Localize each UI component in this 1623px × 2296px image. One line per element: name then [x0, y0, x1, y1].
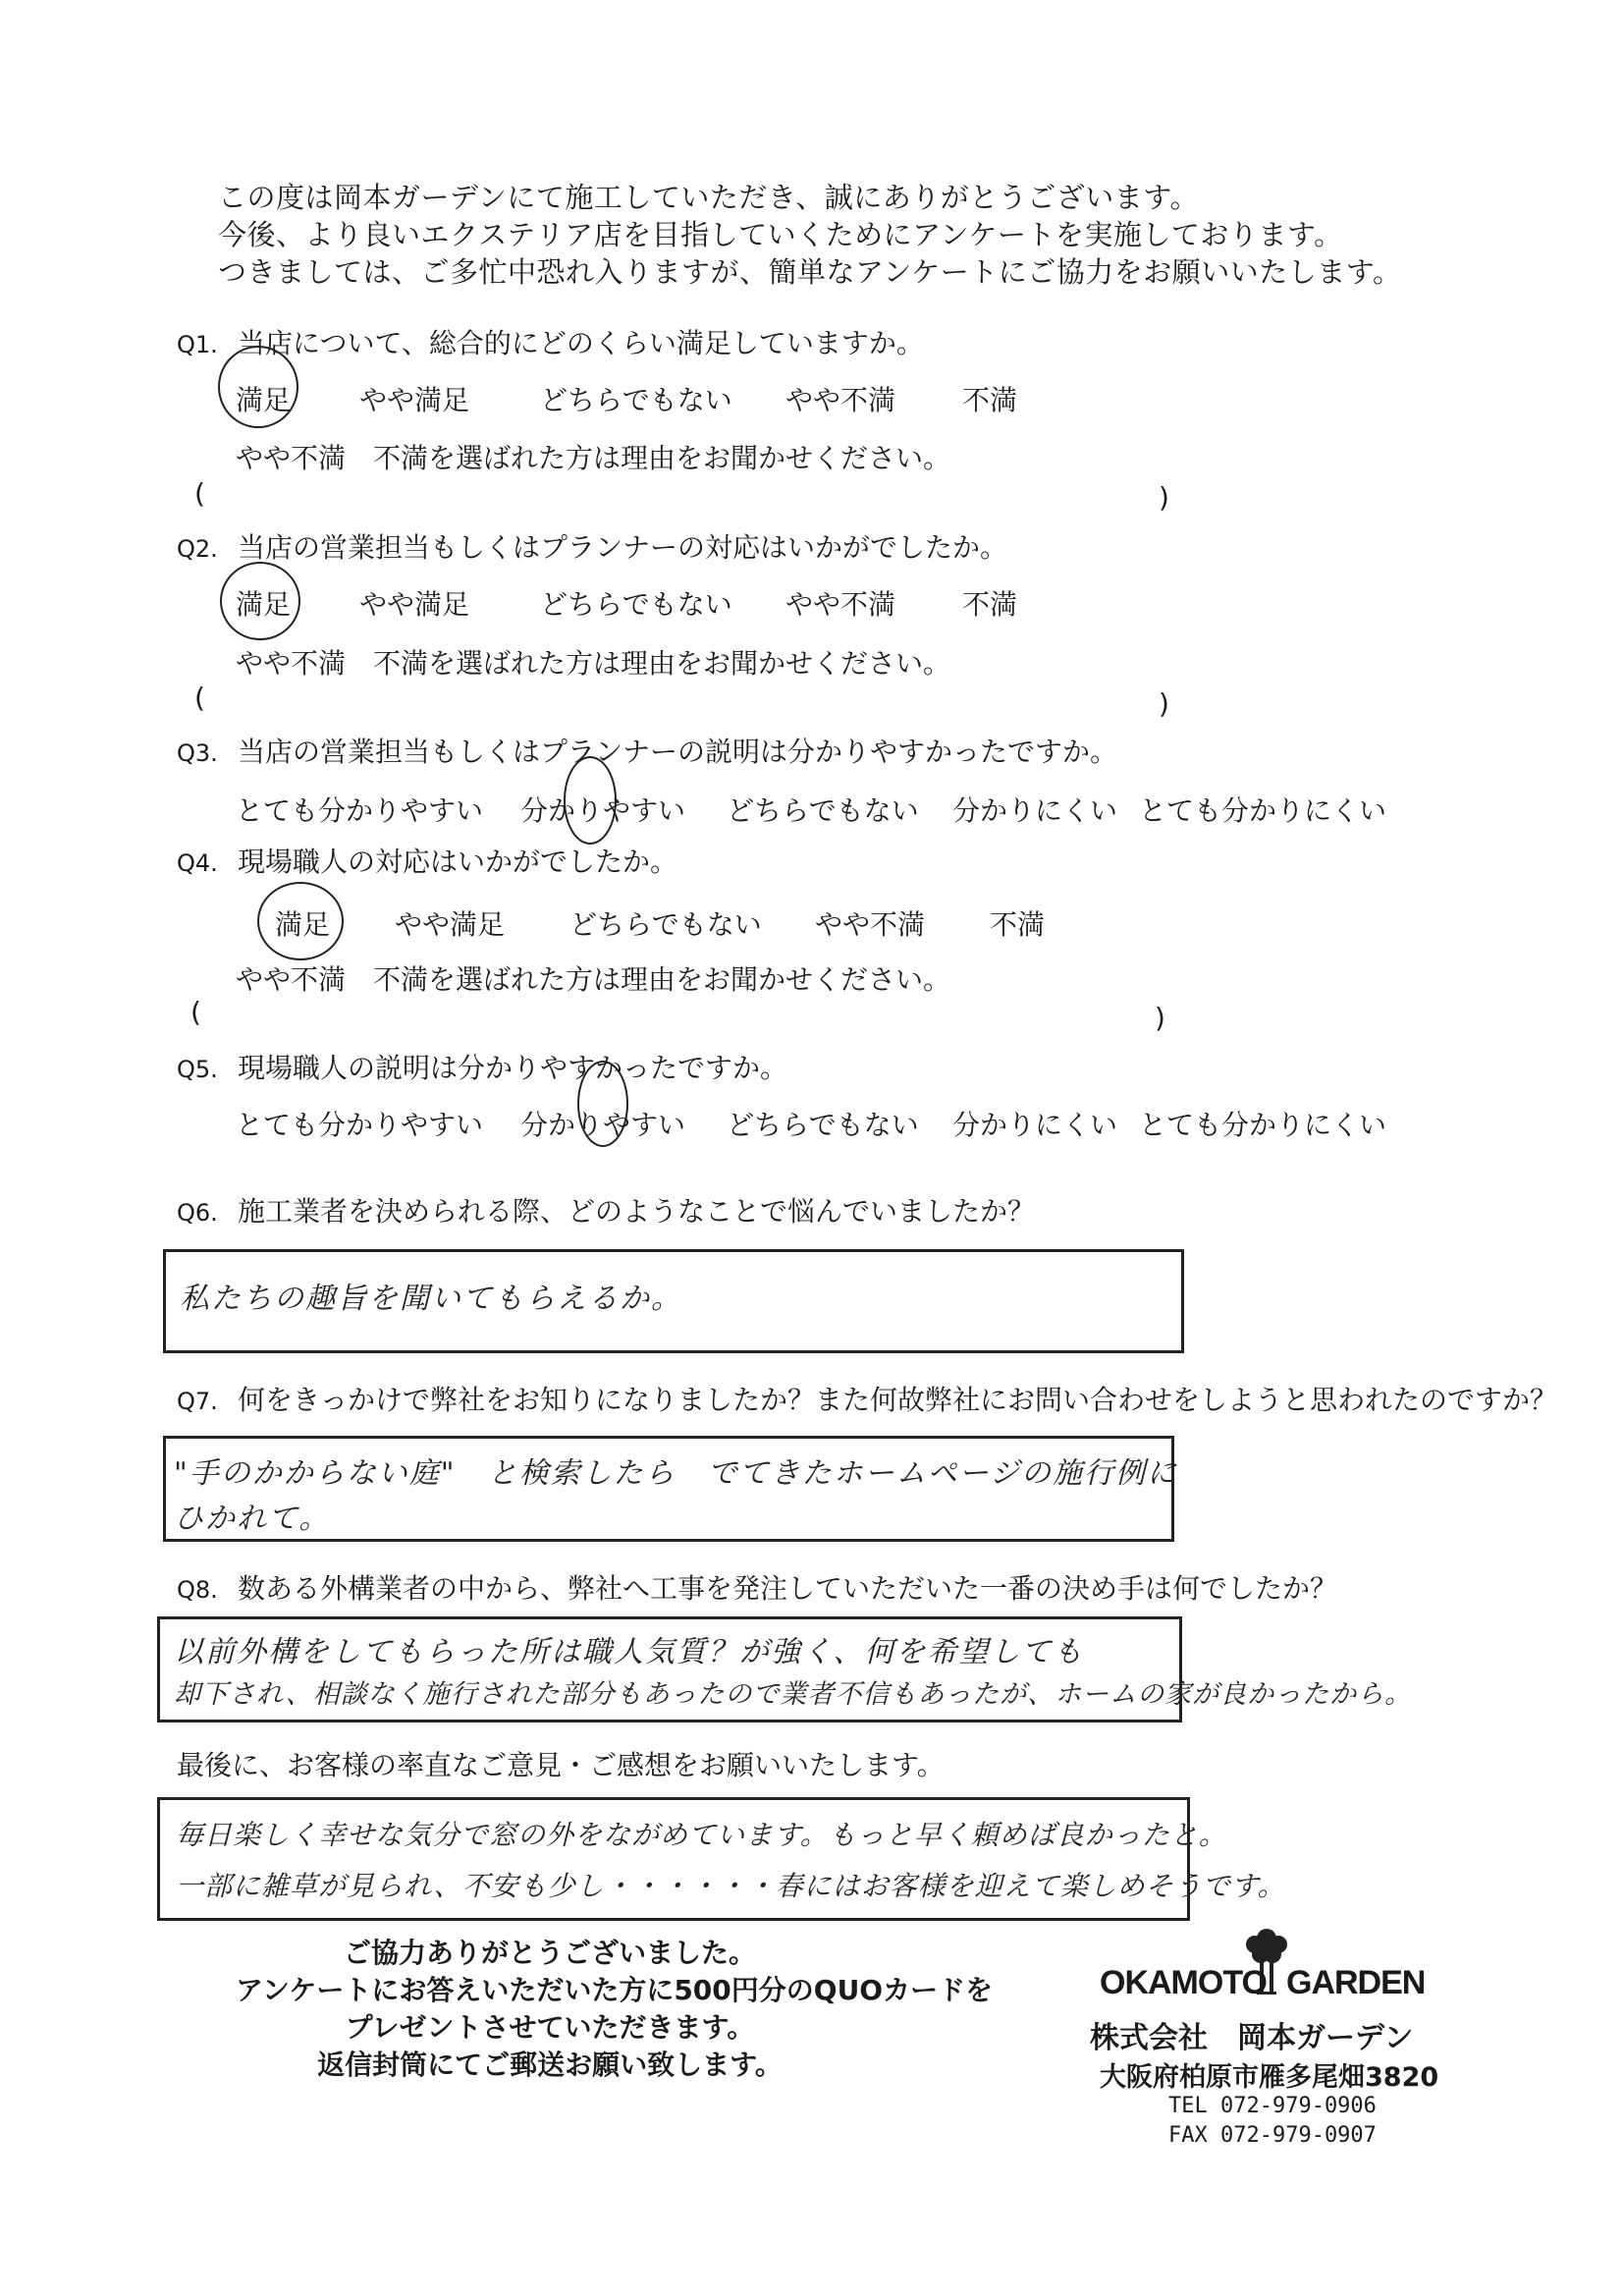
- company-fax: FAX 072-979-0907: [1168, 2123, 1377, 2148]
- question-number: Q3.: [177, 739, 218, 767]
- company-tel: TEL 072-979-0906: [1168, 2094, 1377, 2118]
- question-q1: [177, 322, 924, 361]
- final-question: 最後に、お客様の率直なご意見・ご感想をお願いいたします。: [177, 1749, 945, 1781]
- question-text: 現場職人の説明は分かりやすかったですか。: [238, 1052, 788, 1084]
- option-q1-1[interactable]: 満足: [236, 384, 292, 416]
- reason-prompt: やや不満 不満を選ばれた方は理由をお聞かせください。: [236, 442, 951, 474]
- option-q4-4[interactable]: やや不満: [815, 908, 926, 941]
- option-q1-2[interactable]: やや満足: [359, 384, 470, 416]
- option-q2-1[interactable]: 満足: [236, 588, 292, 621]
- thanks-line: プレゼントさせていただきます。: [345, 2011, 755, 2044]
- question-number: Q5.: [177, 1056, 218, 1083]
- question-q2: [177, 526, 1007, 566]
- thanks-line: 返信封筒にてご郵送お願い致します。: [317, 2049, 783, 2081]
- question-number: Q8.: [177, 1576, 218, 1604]
- question-number: Q2.: [177, 535, 218, 563]
- option-q4-3[interactable]: どちらでもない: [569, 908, 762, 941]
- option-q2-3[interactable]: どちらでもない: [540, 588, 732, 621]
- option-q5-1[interactable]: とても分かりやすい: [236, 1109, 484, 1141]
- option-q2-5[interactable]: 不満: [962, 588, 1018, 621]
- answer-box-final[interactable]: [157, 1797, 1286, 1921]
- question-text: 施工業者を決められる際、どのようなことで悩んでいましたか？: [238, 1195, 1036, 1228]
- option-q1-4[interactable]: やや不満: [785, 384, 896, 416]
- company-address: 大阪府柏原市雁多尾畑3820: [1100, 2062, 1439, 2093]
- question-q8: [177, 1567, 1337, 1607]
- question-text: 当店について、総合的にどのくらい満足していますか。: [238, 327, 924, 359]
- handwritten-answer: ひかれて。: [174, 1502, 331, 1536]
- handwritten-answer: 以前外構をしてもらった所は職人気質？が強く、何を希望しても: [174, 1635, 1085, 1669]
- logo-text-left: OKAMOTO: [1100, 1964, 1267, 2001]
- question-number: Q6.: [177, 1199, 218, 1227]
- handwritten-answer: "手のかからない庭" と検索したら でてきたホームページの施行例に: [174, 1456, 1178, 1491]
- question-text: 現場職人の対応はいかがでしたか。: [238, 846, 678, 878]
- handwritten-answer: 毎日楽しく幸せな気分で窓の外をながめています。もっと早く頼めば良かったと。: [176, 1819, 1227, 1851]
- answer-box-q6[interactable]: [163, 1249, 1184, 1353]
- intro-line: つきましては、ご多忙中恐れ入りますが、簡単なアンケートにご協力をお願いいたします。: [218, 255, 1402, 289]
- open-paren: (: [194, 682, 205, 714]
- option-q4-2[interactable]: やや満足: [395, 908, 506, 941]
- question-number: Q7.: [177, 1388, 218, 1415]
- option-q2-2[interactable]: やや満足: [359, 588, 470, 621]
- option-q4-1[interactable]: 満足: [275, 908, 331, 941]
- open-paren: (: [190, 996, 201, 1028]
- option-q3-1[interactable]: とても分かりやすい: [236, 794, 484, 827]
- company-name: 株式会社 岡本ガーデン: [1090, 2021, 1414, 2055]
- question-q3: [177, 731, 1117, 770]
- option-q3-4[interactable]: 分かりにくい: [952, 794, 1118, 827]
- close-paren: ): [1155, 1002, 1165, 1034]
- reason-prompt: やや不満 不満を選ばれた方は理由をお聞かせください。: [236, 963, 951, 996]
- option-q1-3[interactable]: どちらでもない: [540, 384, 732, 416]
- option-q5-5[interactable]: とても分かりにくい: [1139, 1109, 1387, 1141]
- thanks-message: [236, 1935, 994, 2084]
- option-q2-4[interactable]: やや不満: [785, 588, 896, 621]
- handwritten-answer: 私たちの趣旨を聞いてもらえるか。: [180, 1282, 682, 1316]
- option-q5-3[interactable]: どちらでもない: [727, 1109, 919, 1141]
- question-number: Q4.: [177, 849, 218, 877]
- answer-box-q8[interactable]: [157, 1616, 1413, 1722]
- close-paren: ): [1159, 687, 1169, 720]
- close-paren: ): [1159, 481, 1169, 514]
- option-q3-5[interactable]: とても分かりにくい: [1139, 794, 1387, 827]
- handwritten-answer: 却下され、相談なく施行された部分もあったので業者不信もあったが、ホームの家が良かったから。: [174, 1679, 1413, 1710]
- intro-line: この度は岡本ガーデンにて施工していただき、誠にありがとうございます。: [218, 181, 1199, 214]
- option-q3-2[interactable]: 分かりやすい: [520, 794, 686, 827]
- intro-text: [218, 179, 1401, 291]
- option-q5-4[interactable]: 分かりにくい: [952, 1109, 1118, 1141]
- company-logo: [1100, 1925, 1434, 2003]
- handwritten-answer: 一部に雑草が見られ、不安も少し・・・・・・春にはお客様を迎えて楽しめそうです。: [176, 1870, 1286, 1902]
- question-q4: [177, 841, 677, 880]
- open-paren: (: [194, 477, 205, 510]
- option-q3-3[interactable]: どちらでもない: [727, 794, 919, 827]
- question-number: Q1.: [177, 331, 218, 358]
- question-text: 何をきっかけで弊社をお知りになりましたか？また何故弊社にお問い合わせをしようと思われたのですか？: [238, 1384, 1558, 1416]
- thanks-line: アンケートにお答えいただいた方に500円分のQUOカードを: [236, 1974, 994, 2006]
- question-q5: [177, 1047, 787, 1086]
- question-q7: [177, 1379, 1557, 1418]
- option-q5-2[interactable]: 分かりやすい: [520, 1109, 686, 1141]
- answer-box-q7[interactable]: [163, 1436, 1178, 1542]
- question-text: 数ある外構業者の中から、弊社へ工事を発注していただいた一番の決め手は何でしたか？: [238, 1572, 1338, 1605]
- question-text: 当店の営業担当もしくはプランナーの対応はいかがでしたか。: [238, 531, 1008, 564]
- reason-prompt: やや不満 不満を選ばれた方は理由をお聞かせください。: [236, 647, 951, 680]
- question-text: 当店の営業担当もしくはプランナーの説明は分かりやすかったですか。: [238, 736, 1118, 768]
- option-q4-5[interactable]: 不満: [990, 908, 1046, 941]
- logo-text-right: GARDEN: [1286, 1964, 1426, 2001]
- option-q1-5[interactable]: 不満: [962, 384, 1018, 416]
- intro-line: 今後、より良いエクステリア店を目指していくためにアンケートを実施しております。: [218, 218, 1343, 251]
- question-q6: [177, 1190, 1035, 1230]
- thanks-line: ご協力ありがとうございました。: [343, 1937, 756, 1969]
